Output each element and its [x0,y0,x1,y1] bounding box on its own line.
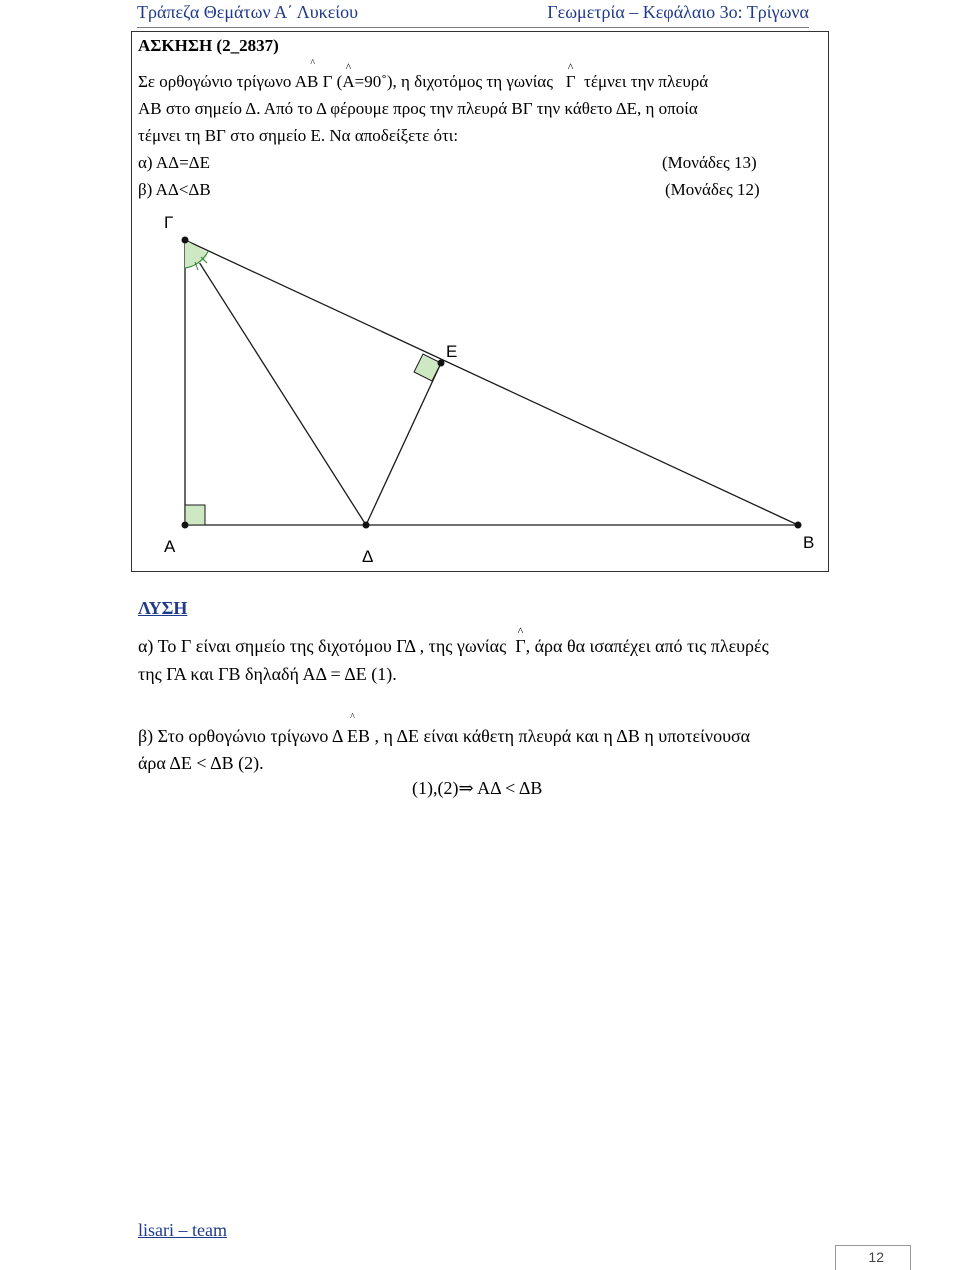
label-E: Ε [446,342,458,361]
solution-title: ΛΥΣΗ [138,598,188,618]
page-number-box [835,1245,911,1270]
question-a: α) ΑΔ=ΔΕ [138,153,210,172]
solution-b-line-2: άρα ΔΕ < ΔΒ (2). [138,753,264,773]
point-A [182,522,189,529]
label-A: Α [164,537,176,556]
point-G [182,237,189,244]
angle-G-symbol-solution: ^ Γ [515,636,525,657]
solution-a-line-1: α) Το Γ είναι σημείο της διχοτόμου ΓΔ , της γωνίας ^ Γ, άρα θα ισαπέχει από τις πλευρές [138,636,769,657]
point-B [795,522,802,529]
question-b: β) ΑΔ<ΔΒ [138,180,211,199]
header-right: Γεωμετρία – Κεφάλαιο 3ο: Τρίγωνα [547,2,809,22]
label-D: Δ [362,547,374,566]
question-b-points: (Μονάδες 12) [665,180,760,199]
label-B: Β [803,533,815,552]
solution-a-line-2: της ΓΑ και ΓΒ δηλαδή ΑΔ = ΔΕ (1). [138,664,397,684]
angle-A-symbol: ^ Α [342,72,354,92]
exercise-line-2: ΑΒ στο σημείο Δ. Από το Δ φέρουμε προς την πλευρά ΒΓ την κάθετο ΔΕ, η οποία [138,99,698,118]
exercise-line-1: Σε ορθογώνιο τρίγωνο Α^ Β Γ (^ Α=90˚), η διχοτόμος τη γωνίας ^ Γ τέμνει την πλευρά [138,72,708,92]
right-angle-E [414,354,441,381]
right-angle-A [185,505,205,525]
header-left: Τράπεζα Θεμάτων Α΄ Λυκείου [137,2,359,22]
point-D [363,522,370,529]
side-GB [185,240,798,525]
exercise-title: ΑΣΚΗΣΗ (2_2837) [138,36,279,55]
label-G: Γ [164,213,174,232]
footer-link[interactable]: lisari – team [138,1220,227,1240]
solution-conclusion: (1),(2)⇒ ΑΔ < ΔΒ [412,778,543,798]
point-E [438,360,445,367]
implies-arrow: ⇒ [458,778,474,798]
page-number: 12 [868,1249,884,1265]
angle-G-symbol: ^ Γ [566,72,576,92]
perpendicular-DE [366,363,441,525]
angle-E-symbol: ^ Ε [347,726,358,747]
exercise-line-3: τέμνει τη ΒΓ στο σημείο Ε. Να αποδείξετε ότι: [138,126,459,145]
solution-b-line-1: β) Στο ορθογώνιο τρίγωνο Δ ^ ΕΒ , η ΔΕ είναι κάθετη πλευρά και η ΔΒ η υποτείνουσα [138,726,750,747]
question-a-points: (Μονάδες 13) [662,153,757,172]
angle-B-symbol: ^ Β [307,72,318,92]
